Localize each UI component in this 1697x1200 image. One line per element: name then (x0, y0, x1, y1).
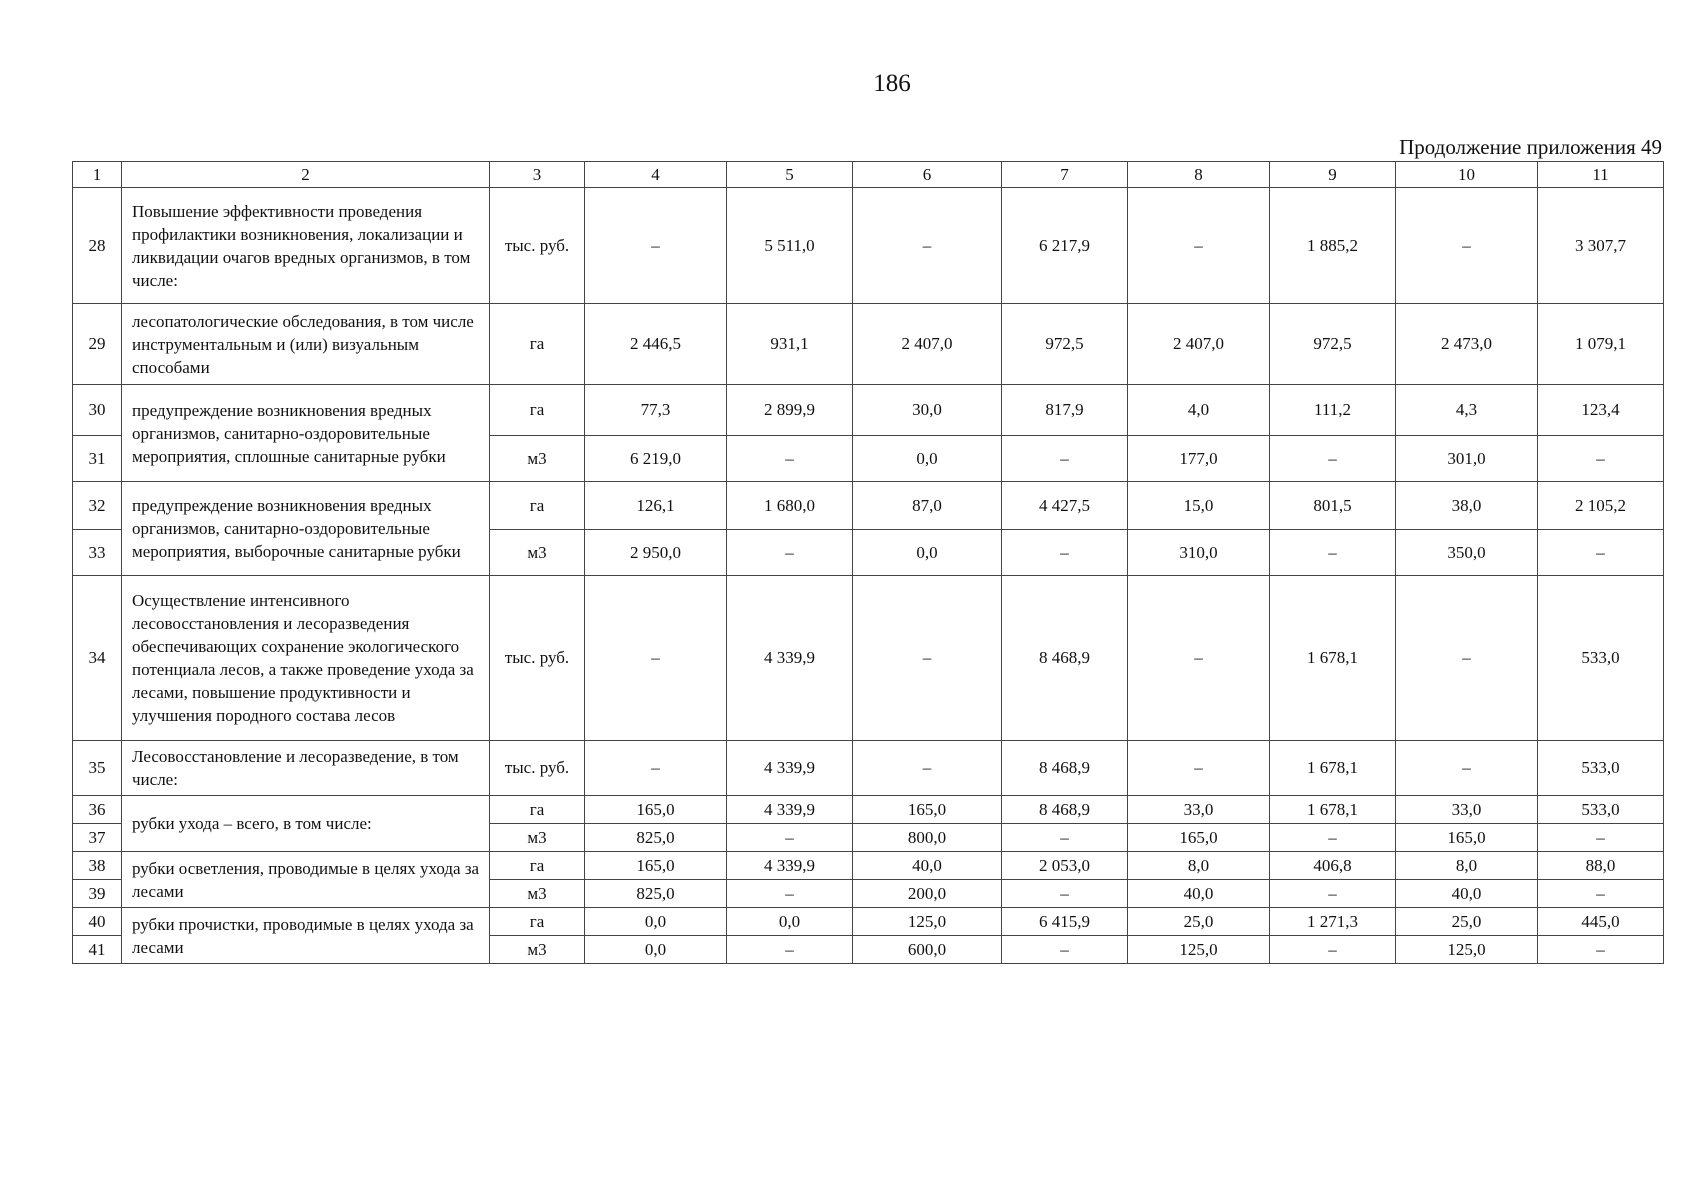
value-cell: 1 678,1 (1270, 741, 1396, 796)
value-cell: 801,5 (1270, 482, 1396, 530)
value-cell: 6 415,9 (1002, 908, 1128, 936)
value-cell: – (1396, 741, 1538, 796)
value-cell: – (727, 936, 853, 964)
row-number: 31 (73, 436, 122, 482)
row-number: 36 (73, 796, 122, 824)
header-cell: 5 (727, 162, 853, 188)
value-cell: 200,0 (853, 880, 1002, 908)
header-cell: 7 (1002, 162, 1128, 188)
value-cell: 165,0 (585, 852, 727, 880)
value-cell: 125,0 (1396, 936, 1538, 964)
value-cell: – (1538, 436, 1664, 482)
value-cell: 125,0 (1128, 936, 1270, 964)
table-row (73, 741, 1664, 796)
value-cell: – (1270, 436, 1396, 482)
value-cell: – (1538, 936, 1664, 964)
table-row (73, 796, 1664, 824)
value-cell: 1 079,1 (1538, 304, 1664, 385)
value-cell: 0,0 (727, 908, 853, 936)
data-table (72, 161, 1664, 964)
row-number: 35 (73, 741, 122, 796)
row-number: 38 (73, 852, 122, 880)
value-cell: 8 468,9 (1002, 576, 1128, 741)
value-cell: 88,0 (1538, 852, 1664, 880)
table-row (73, 908, 1664, 936)
row-number: 40 (73, 908, 122, 936)
value-cell: 4,3 (1396, 385, 1538, 436)
value-cell: 301,0 (1396, 436, 1538, 482)
row-number: 29 (73, 304, 122, 385)
row-number: 30 (73, 385, 122, 436)
value-cell: – (585, 576, 727, 741)
table-header-row (73, 162, 1664, 188)
value-cell: 38,0 (1396, 482, 1538, 530)
value-cell: 533,0 (1538, 796, 1664, 824)
value-cell: 40,0 (853, 852, 1002, 880)
value-cell: 8 468,9 (1002, 796, 1128, 824)
unit-cell: м3 (490, 824, 585, 852)
value-cell: 4 339,9 (727, 576, 853, 741)
value-cell: 3 307,7 (1538, 188, 1664, 304)
value-cell: – (1538, 824, 1664, 852)
value-cell: 817,9 (1002, 385, 1128, 436)
value-cell: 123,4 (1538, 385, 1664, 436)
value-cell: – (727, 530, 853, 576)
header-cell: 8 (1128, 162, 1270, 188)
value-cell: 1 680,0 (727, 482, 853, 530)
value-cell: 600,0 (853, 936, 1002, 964)
table-row (73, 576, 1664, 741)
value-cell: 406,8 (1270, 852, 1396, 880)
value-cell: 165,0 (585, 796, 727, 824)
value-cell: 310,0 (1128, 530, 1270, 576)
row-description: Повышение эффективности проведения профилактики возникновения, локализации и ликвидации очагов вредных организмов, в том числе: (122, 188, 490, 304)
value-cell: 2 950,0 (585, 530, 727, 576)
value-cell: – (1538, 530, 1664, 576)
row-number: 34 (73, 576, 122, 741)
value-cell: 165,0 (1396, 824, 1538, 852)
row-description: предупреждение возникновения вредных организмов, санитарно-оздоровительные мероприятия, сплошные санитарные рубки (122, 385, 490, 482)
value-cell: 4 339,9 (727, 796, 853, 824)
unit-cell: га (490, 482, 585, 530)
value-cell: 125,0 (853, 908, 1002, 936)
value-cell: – (1002, 936, 1128, 964)
value-cell: 0,0 (853, 530, 1002, 576)
value-cell: – (1270, 824, 1396, 852)
header-cell: 4 (585, 162, 727, 188)
value-cell: 4 339,9 (727, 852, 853, 880)
unit-cell: м3 (490, 880, 585, 908)
value-cell: 25,0 (1396, 908, 1538, 936)
value-cell: 30,0 (853, 385, 1002, 436)
row-description: Лесовосстановление и лесоразведение, в том числе: (122, 741, 490, 796)
value-cell: 8,0 (1128, 852, 1270, 880)
table-row (73, 385, 1664, 436)
value-cell: – (1396, 576, 1538, 741)
row-description: рубки осветления, проводимые в целях ухода за лесами (122, 852, 490, 908)
unit-cell: м3 (490, 530, 585, 576)
unit-cell: тыс. руб. (490, 576, 585, 741)
value-cell: 2 446,5 (585, 304, 727, 385)
value-cell: 2 407,0 (853, 304, 1002, 385)
unit-cell: тыс. руб. (490, 188, 585, 304)
value-cell: 2 053,0 (1002, 852, 1128, 880)
value-cell: 533,0 (1538, 741, 1664, 796)
value-cell: 972,5 (1270, 304, 1396, 385)
value-cell: – (1270, 936, 1396, 964)
value-cell: 972,5 (1002, 304, 1128, 385)
row-number: 28 (73, 188, 122, 304)
value-cell: – (727, 436, 853, 482)
row-number: 41 (73, 936, 122, 964)
table-row (73, 304, 1664, 385)
value-cell: 1 885,2 (1270, 188, 1396, 304)
header-cell: 10 (1396, 162, 1538, 188)
unit-cell: га (490, 908, 585, 936)
value-cell: 25,0 (1128, 908, 1270, 936)
value-cell: 87,0 (853, 482, 1002, 530)
row-description: предупреждение возникновения вредных организмов, санитарно-оздоровительные мероприятия, выборочные санитарные рубки (122, 482, 490, 576)
value-cell: 2 899,9 (727, 385, 853, 436)
row-number: 33 (73, 530, 122, 576)
value-cell: – (585, 188, 727, 304)
value-cell: 8 468,9 (1002, 741, 1128, 796)
table-row (73, 188, 1664, 304)
value-cell: – (585, 741, 727, 796)
row-description: рубки прочистки, проводимые в целях ухода за лесами (122, 908, 490, 964)
header-cell: 3 (490, 162, 585, 188)
value-cell: 533,0 (1538, 576, 1664, 741)
value-cell: 40,0 (1128, 880, 1270, 908)
value-cell: – (1270, 530, 1396, 576)
value-cell: – (853, 576, 1002, 741)
unit-cell: м3 (490, 936, 585, 964)
value-cell: – (1128, 741, 1270, 796)
unit-cell: га (490, 304, 585, 385)
value-cell: – (1128, 576, 1270, 741)
value-cell: 4 427,5 (1002, 482, 1128, 530)
value-cell: – (1270, 880, 1396, 908)
value-cell: – (1538, 880, 1664, 908)
unit-cell: м3 (490, 436, 585, 482)
value-cell: 1 678,1 (1270, 796, 1396, 824)
value-cell: 4,0 (1128, 385, 1270, 436)
value-cell: 111,2 (1270, 385, 1396, 436)
header-cell: 6 (853, 162, 1002, 188)
value-cell: 0,0 (585, 908, 727, 936)
header-cell: 2 (122, 162, 490, 188)
value-cell: – (1002, 824, 1128, 852)
value-cell: 165,0 (853, 796, 1002, 824)
value-cell: 0,0 (853, 436, 1002, 482)
value-cell: 40,0 (1396, 880, 1538, 908)
value-cell: 825,0 (585, 880, 727, 908)
value-cell: 33,0 (1128, 796, 1270, 824)
unit-cell: га (490, 385, 585, 436)
row-number: 32 (73, 482, 122, 530)
row-description: лесопатологические обследования, в том числе инструментальным и (или) визуальным способами (122, 304, 490, 385)
header-cell: 11 (1538, 162, 1664, 188)
value-cell: 0,0 (585, 936, 727, 964)
value-cell: 6 219,0 (585, 436, 727, 482)
value-cell: – (1128, 188, 1270, 304)
value-cell: 8,0 (1396, 852, 1538, 880)
value-cell: 350,0 (1396, 530, 1538, 576)
table-row (73, 482, 1664, 530)
header-cell: 1 (73, 162, 122, 188)
value-cell: 825,0 (585, 824, 727, 852)
value-cell: – (853, 188, 1002, 304)
row-description: рубки ухода – всего, в том числе: (122, 796, 490, 852)
unit-cell: га (490, 796, 585, 824)
value-cell: 5 511,0 (727, 188, 853, 304)
unit-cell: тыс. руб. (490, 741, 585, 796)
table-row (73, 852, 1664, 880)
value-cell: 15,0 (1128, 482, 1270, 530)
value-cell: 800,0 (853, 824, 1002, 852)
row-number: 37 (73, 824, 122, 852)
value-cell: 33,0 (1396, 796, 1538, 824)
value-cell: 6 217,9 (1002, 188, 1128, 304)
value-cell: 2 473,0 (1396, 304, 1538, 385)
appendix-caption: Продолжение приложения 49 (1399, 135, 1662, 159)
value-cell: 931,1 (727, 304, 853, 385)
value-cell: – (727, 824, 853, 852)
value-cell: – (1002, 530, 1128, 576)
unit-cell: га (490, 852, 585, 880)
row-description: Осуществление интенсивного лесовосстановления и лесоразведения обеспечивающих сохранение экологического потенциала лесов, а также проведение ухода за лесами, повышение продуктивности и улучшения породного состава лесов (122, 576, 490, 741)
value-cell: 2 407,0 (1128, 304, 1270, 385)
value-cell: – (1002, 880, 1128, 908)
value-cell: 1 678,1 (1270, 576, 1396, 741)
value-cell: 165,0 (1128, 824, 1270, 852)
value-cell: 2 105,2 (1538, 482, 1664, 530)
page-number: 186 (873, 70, 911, 97)
header-cell: 9 (1270, 162, 1396, 188)
value-cell: – (1002, 436, 1128, 482)
value-cell: 4 339,9 (727, 741, 853, 796)
value-cell: 77,3 (585, 385, 727, 436)
value-cell: 1 271,3 (1270, 908, 1396, 936)
value-cell: – (1396, 188, 1538, 304)
value-cell: – (727, 880, 853, 908)
value-cell: 445,0 (1538, 908, 1664, 936)
value-cell: 177,0 (1128, 436, 1270, 482)
value-cell: – (853, 741, 1002, 796)
row-number: 39 (73, 880, 122, 908)
value-cell: 126,1 (585, 482, 727, 530)
